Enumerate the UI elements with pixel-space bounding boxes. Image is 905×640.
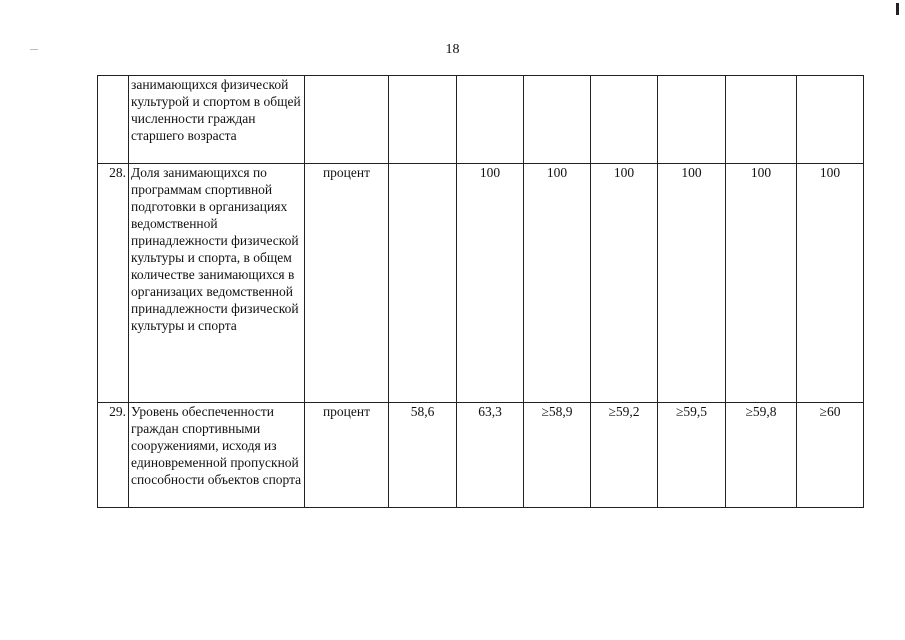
value-cell: ≥59,2	[591, 403, 658, 508]
row-number	[98, 76, 129, 164]
value-cell: ≥59,5	[658, 403, 726, 508]
value-cell	[726, 76, 797, 164]
table-row	[98, 403, 864, 508]
page-number: 18	[445, 42, 460, 57]
value-cell: ≥60	[797, 403, 864, 508]
value-cell	[389, 76, 457, 164]
value-cell: 63,3	[457, 403, 524, 508]
table-row	[98, 164, 864, 403]
value-cell: ≥59,8	[726, 403, 797, 508]
value-cell	[457, 76, 524, 164]
value-cell	[591, 76, 658, 164]
value-cell	[389, 164, 457, 403]
indicator-unit: процент	[305, 164, 389, 403]
value-cell: 100	[726, 164, 797, 403]
indicators-table	[97, 75, 864, 508]
value-cell: ≥58,9	[524, 403, 591, 508]
value-cell	[658, 76, 726, 164]
indicator-name: занимающихся физической культурой и спортом в общей численности граждан старшего возраста	[129, 76, 305, 164]
value-cell: 58,6	[389, 403, 457, 508]
indicator-name: Уровень обеспеченности граждан спортивными сооружениями, исходя из единовременной пропускной способности объектов спорта	[129, 403, 305, 508]
row-number: 28.	[98, 164, 129, 403]
row-number: 29.	[98, 403, 129, 508]
value-cell: 100	[658, 164, 726, 403]
indicator-unit: процент	[305, 403, 389, 508]
value-cell: 100	[457, 164, 524, 403]
table-row	[98, 76, 864, 164]
value-cell	[797, 76, 864, 164]
value-cell: 100	[524, 164, 591, 403]
value-cell: 100	[797, 164, 864, 403]
scan-edge-mark	[896, 3, 899, 15]
indicator-unit	[305, 76, 389, 164]
indicator-name: Доля занимающихся по программам спортивной подготовки в организациях ведомственной принадлежности физической культуры и спорта, в общем количестве занимающихся в организацих ведомственной принадлежности физической культуры и спорта	[129, 164, 305, 403]
value-cell: 100	[591, 164, 658, 403]
value-cell	[524, 76, 591, 164]
